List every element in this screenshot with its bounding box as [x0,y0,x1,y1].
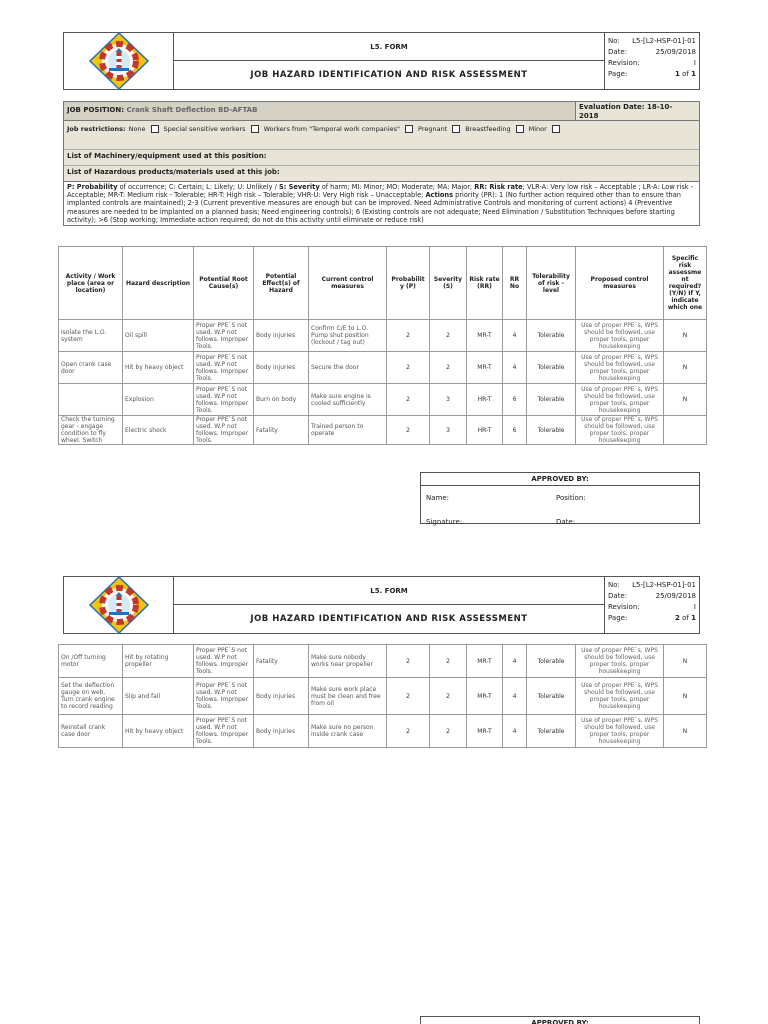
column-header: Probabilit y (P) [387,247,430,320]
doc-revision: I [693,59,696,67]
approval-date-label: Date: [556,518,576,526]
cell-effect: Body injuries [254,715,309,748]
cell-rrno: 6 [503,384,527,416]
table-row [59,416,707,445]
cell-proposed: Use of proper PPE`s, WPS should be followed, use proper tools, proper housekeeping [576,320,664,352]
column-header: Potential Root Cause(s) [194,247,254,320]
checkbox-pregnant[interactable] [405,125,413,133]
cell-tol: Tolerable [527,678,576,715]
approval-box-page1 [420,472,700,524]
job-position-section [63,101,700,182]
job-restrictions: Job restrictions: None Special sensitive workers Workers from "Temporal work companies" Pregnant Breastfeeding Minor [64,121,699,149]
cell-p: 2 [387,645,430,678]
checkbox-minor[interactable] [516,125,524,133]
cell-effect: Fatality [254,645,309,678]
cell-tol: Tolerable [527,645,576,678]
form-label: L5. FORM [174,33,604,61]
cell-effect: Fatality [254,416,309,445]
cell-rr: HR-T [467,384,503,416]
cell-p: 2 [387,715,430,748]
cell-control: Trained person to operate [309,416,387,445]
cell-s: 3 [430,416,467,445]
cell-tol: Tolerable [527,715,576,748]
cell-s: 2 [430,320,467,352]
cell-activity: Reinstall crank case door [59,715,123,748]
cell-effect: Body injuries [254,352,309,384]
cell-proposed: Use of proper PPE`s, WPS should be followed, use proper tools, proper housekeeping [576,645,664,678]
company-logo [64,577,174,633]
cell-hazard: Hit by heavy object [123,715,194,748]
approval-position-label: Position: [556,494,586,502]
cell-tol: Tolerable [527,416,576,445]
cell-rrno: 6 [503,416,527,445]
cell-hazard: Hit by rotating propeller [123,645,194,678]
approval-name-label: Name: [426,494,450,502]
cell-proposed: Use of proper PPE`s, WPS should be followed, use proper tools, proper housekeeping [576,678,664,715]
cell-rr: MR-T [467,320,503,352]
approval-title: APPROVED BY: [421,473,699,486]
job-position: JOB POSITION: Crank Shaft Deflection BD-AFTAB [64,102,575,120]
cell-control: Confirm C/E to L.O. Pump shut position (lockout / tag out) [309,320,387,352]
risk-table-page2 [58,644,707,748]
checkbox-temporal[interactable] [251,125,259,133]
cell-rrno: 4 [503,645,527,678]
lighthouse-lifebuoy-icon [89,576,149,634]
cell-rr: HR-T [467,416,503,445]
cell-specific: N [664,678,707,715]
cell-proposed: Use of proper PPE`s, WPS should be followed, use proper tools, proper housekeeping [576,352,664,384]
cell-p: 2 [387,416,430,445]
cell-s: 3 [430,384,467,416]
cell-activity: Check the turning gear - engage condition to fly wheel. Switch [59,416,123,445]
cell-cause: Proper PPE`S not used. W.P not follows. Improper Tools. [194,645,254,678]
column-header: Hazard description [123,247,194,320]
approval-title: APPROVED BY: [421,1017,699,1024]
cell-hazard: Explosion [123,384,194,416]
cell-proposed: Use of proper PPE`s, WPS should be followed, use proper tools, proper housekeeping [576,384,664,416]
cell-cause: Proper PPE`S not used. W.P not follows. Improper Tools. [194,416,254,445]
lighthouse-lifebuoy-icon [89,32,149,90]
cell-proposed: Use of proper PPE`s, WPS should be followed, use proper tools, proper housekeeping [576,715,664,748]
cell-p: 2 [387,320,430,352]
cell-p: 2 [387,352,430,384]
cell-control: Make sure engine is cooled sufficiently [309,384,387,416]
cell-p: 2 [387,678,430,715]
checkbox-special[interactable] [151,125,159,133]
cell-activity: Set the deflection gauge on web. Turn crank engine to record reading [59,678,123,715]
cell-control: Secure the door [309,352,387,384]
cell-effect: Body injuries [254,320,309,352]
cell-tol: Tolerable [527,384,576,416]
cell-s: 2 [430,678,467,715]
form-title: JOB HAZARD IDENTIFICATION AND RISK ASSESSMENT [250,614,528,624]
evaluation-date: Evaluation Date: 18-10- 2018 [575,102,699,120]
cell-proposed: Use of proper PPE`s, WPS should be followed, use proper tools, proper housekeeping [576,416,664,445]
cell-rr: MR-T [467,715,503,748]
table-row [59,352,707,384]
form-meta: No: L5-[L2-HSP-01]-01 Date: 25/09/2018 Revision: I Page: 1 of 1 [608,37,696,78]
column-header: Current control measures [309,247,387,320]
cell-s: 2 [430,645,467,678]
checkbox-breastfeeding[interactable] [452,125,460,133]
cell-rrno: 4 [503,352,527,384]
cell-effect: Burn on body [254,384,309,416]
doc-date: 25/09/2018 [655,48,696,56]
cell-specific: N [664,645,707,678]
cell-specific: N [664,352,707,384]
cell-cause: Proper PPE`S not used. W.P not follows. Improper Tools. [194,384,254,416]
cell-hazard: Slip and fall [123,678,194,715]
approval-box-page2 [420,1016,700,1024]
column-header: Risk rate (RR) [467,247,503,320]
checkbox-other[interactable] [552,125,560,133]
page-number: 2 of 1 [675,614,696,622]
column-header: Proposed control measures [576,247,664,320]
table-row [59,645,707,678]
column-header: Potential Effect(s) of Hazard [254,247,309,320]
form-header-page1 [63,32,700,90]
column-header: Severity (S) [430,247,467,320]
cell-rrno: 4 [503,320,527,352]
machinery-list: List of Machinery/equipment used at this position: [64,149,699,165]
company-logo [64,33,174,89]
cell-hazard: Hit by heavy object [123,352,194,384]
page-number: 1 of 1 [675,70,696,78]
approval-signature-label: Signature: [426,518,463,526]
cell-rr: MR-T [467,645,503,678]
column-header: Activity / Work place (area or location) [59,247,123,320]
job-position-value: Crank Shaft Deflection BD-AFTAB [126,106,258,114]
cell-control: Make sure no person inside crank case [309,715,387,748]
cell-cause: Proper PPE`S not used. W.P not follows. Improper Tools. [194,352,254,384]
table-row [59,678,707,715]
risk-legend: P: Probability of occurrence; C: Certain; L: Likely; U: Unlikely / S: Severity of harm; MI: Minor; MO: Moderate; MA: Major; RR: Risk rate; VLR-A: Very low risk – Acceptable ; LR-A: Low risk - Acceptable; MR-T: Medium risk - Tolerable; HR-T: High risk – Tolerable; VHR-U: Very High risk – Unacceptable; Actions priority (PR): 1 (No further action required other than to ensure than implanted controls are maintained); 2-3 (Current preventive measures are enough but can be improved. Need Administrative Controls and monitoring of current actions) 4 (Preventive measures are needed to be implanted on a planned basis; Need engineering controls); 6 (Existing controls are not adequate; Need Elimination / Substitution Techniques before starting activity); >6 (Stop working; Immediate action required; do not do this activity until eliminate or reduce risk) [63,181,700,226]
doc-number: L5-[L2-HSP-01]-01 [632,581,696,589]
table-row [59,715,707,748]
cell-specific: N [664,320,707,352]
cell-control: Make sure work place must be clean and free from oil [309,678,387,715]
cell-specific [664,416,707,445]
cell-tol: Tolerable [527,320,576,352]
form-label: L5. FORM [174,577,604,605]
cell-effect: Body injuries [254,678,309,715]
cell-specific: N [664,384,707,416]
hazardous-list: List of Hazardous products/materials used at this job: [64,165,699,181]
form-header-page2 [63,576,700,634]
cell-control: Make sure nobody works near propeller [309,645,387,678]
cell-rrno: 4 [503,678,527,715]
table-row [59,384,707,416]
cell-cause: Proper PPE`S not used. W.P not follows. Improper Tools. [194,320,254,352]
column-header: Tolerability of risk - level [527,247,576,320]
cell-activity: Isolate the L.O. system [59,320,123,352]
form-title: JOB HAZARD IDENTIFICATION AND RISK ASSESSMENT [250,70,528,80]
cell-s: 2 [430,352,467,384]
cell-rr: MR-T [467,678,503,715]
column-header: RR No [503,247,527,320]
cell-tol: Tolerable [527,352,576,384]
cell-hazard: Oil spill [123,320,194,352]
table-header-row [59,247,707,320]
table-row [59,320,707,352]
doc-date: 25/09/2018 [655,592,696,600]
doc-number: L5-[L2-HSP-01]-01 [632,37,696,45]
cell-activity: On /Off turning motor [59,645,123,678]
column-header: Specific risk assessme nt required? (Y/N) If Y, indicate which one [664,247,707,320]
doc-revision: I [693,603,696,611]
cell-rrno: 4 [503,715,527,748]
cell-activity [59,384,123,416]
cell-specific: N [664,715,707,748]
cell-activity: Open crank case door [59,352,123,384]
cell-cause: Proper PPE`S not used. W.P not follows. Improper Tools. [194,715,254,748]
risk-table-page1 [58,246,707,445]
cell-s: 2 [430,715,467,748]
cell-hazard: Electric shock [123,416,194,445]
cell-cause: Proper PPE`S not used. W.P not follows. Improper Tools. [194,678,254,715]
cell-rr: MR-T [467,352,503,384]
cell-p: 2 [387,384,430,416]
form-meta: No: L5-[L2-HSP-01]-01 Date: 25/09/2018 Revision: I Page: 2 of 1 [608,581,696,622]
